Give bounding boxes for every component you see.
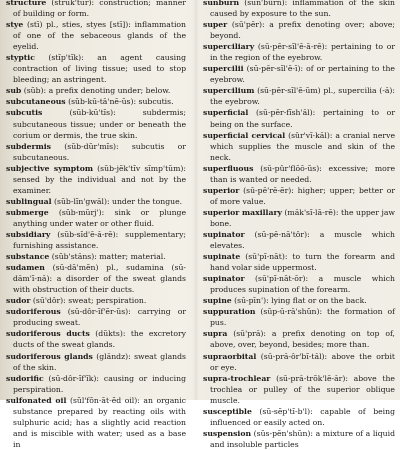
entry-definition: sweat; perspiration. (65, 296, 147, 306)
entry-definition: of or pertaining to the eyebrow. (210, 64, 395, 85)
entry-definition: a prefix denoting under; below. (46, 86, 171, 96)
entry-pronunciation: (sŭb-lĭn'gwăl): (51, 196, 110, 206)
entry-pronunciation: (sŭs-pĕn'shŭn): (251, 428, 314, 438)
dictionary-entry (203, 41, 395, 63)
entry-definition: above the trochlea or pulley of the superior oblique muscle. (210, 373, 395, 405)
entry-pronunciation: (sū-dôr-ĭf'ĕr-ŭs): (60, 307, 131, 317)
dictionary-entry (203, 163, 395, 185)
dictionary-entry (203, 306, 395, 328)
dictionary-entry (203, 373, 395, 406)
entry-definition: matter; material. (96, 252, 166, 262)
entry-definition: sensed by the individual and not by the examiner. (13, 174, 186, 195)
entry-pronunciation: (sū-pûr'flōō-ŭs): (253, 163, 322, 173)
entry-pronunciation: (sŭb'stăns): (49, 252, 97, 262)
right-column (203, 0, 395, 450)
entry-headword: stye (6, 20, 24, 30)
dictionary-entry (203, 207, 395, 229)
entry-pronunciation: (sū-pră-ôr'bĭ-tăl): (256, 351, 328, 361)
dictionary-entry (6, 395, 186, 450)
dictionary-entry (6, 262, 186, 295)
entry-headword: supine (203, 296, 232, 306)
entry-pronunciation: (sŭb-kū'tĭs): (42, 108, 116, 118)
entry-pronunciation: (sū-pē'rē-ēr): (239, 185, 294, 195)
entry-pronunciation: (dŭkts): (89, 329, 126, 339)
entry-pronunciation: (sŭn'bûrn): (239, 0, 288, 7)
entry-headword: supinate (203, 252, 241, 262)
entry-pronunciation: (sū-pēr-fĭsh'ăl): (248, 108, 316, 118)
entry-headword: subdermis (6, 141, 51, 151)
entry-definition: lying flat or on the back. (268, 296, 367, 306)
entry-definition: inflammation of the skin caused by exposure to the sun. (210, 0, 395, 19)
entry-headword: subjective symptom (6, 163, 93, 173)
entry-headword: superior (203, 185, 240, 195)
dictionary-entry (6, 52, 186, 85)
dictionary-entry (6, 107, 186, 140)
entry-headword: suppuration (203, 307, 256, 317)
column-gutter (193, 0, 199, 400)
entry-headword: supra (203, 329, 228, 339)
entry-definition: a prefix denoting on top of, above, over, beyond, besides; more than. (210, 329, 395, 350)
entry-pronunciation: (sŭb-sĭd'ē-ă-rē): (50, 229, 119, 239)
dictionary-entry (6, 229, 186, 251)
entry-definition: pertaining to or being on the surface. (210, 108, 395, 129)
entry-definition: capable of being influenced or easily acted on. (210, 406, 395, 427)
entry-headword: subcutis (6, 108, 43, 118)
entry-headword: sunburn (203, 0, 240, 7)
entry-definition: the eyebrow. (210, 97, 260, 107)
entry-definition: a prefix denoting over; above; beyond. (210, 20, 396, 41)
entry-definition: sink or plunge anything under water or other fluid. (13, 207, 187, 228)
entry-definition: construction; manner of building or form. (13, 0, 186, 19)
entry-pronunciation: (măk'sĭ-lā-rē): (281, 207, 339, 217)
dictionary-entry (6, 19, 186, 52)
dictionary-entry (203, 273, 395, 295)
entry-pronunciation: (sûr'vĭ-kăl): (285, 130, 333, 140)
dictionary-entry (203, 130, 395, 163)
entry-pronunciation: (sŭb-mŭrj'): (48, 207, 105, 217)
entry-headword: superficial (203, 108, 249, 118)
entry-pronunciation: (sū'pră): (227, 329, 267, 339)
entry-pronunciation: (sū'pĭ-nāt-ōr): (244, 274, 309, 284)
dictionary-entry (203, 406, 395, 428)
entry-pronunciation: (sū-pēr-sĭl'ē-ā-rē): (254, 42, 328, 52)
entry-headword: supercilium (203, 86, 255, 96)
entry-pronunciation: (strŭk'tūr): (46, 0, 95, 7)
dictionary-entry (6, 85, 186, 96)
entry-definition: to turn the forearm and hand volar side uppermost. (210, 252, 395, 273)
entry-headword: subsidiary (6, 229, 51, 239)
dictionary-entry (6, 0, 186, 19)
entry-headword: susceptible (203, 406, 252, 416)
dictionary-entry (6, 295, 186, 306)
dictionary-entry (203, 251, 395, 273)
entry-headword: super (203, 20, 228, 30)
entry-headword: subcutaneous (6, 97, 66, 107)
entry-definition: a muscle which elevates. (210, 229, 395, 251)
dictionary-entry (6, 163, 186, 196)
entry-pronunciation: (glăndz): (92, 351, 131, 361)
entry-headword: sudoriferous ducts (6, 329, 90, 339)
dictionary-entry (6, 96, 186, 107)
entry-pronunciation: (stī) pl., sties, styes (23, 20, 107, 30)
entry-definition: the excretory ducts of the sweat glands. (13, 329, 186, 350)
dictionary-entry (203, 351, 395, 373)
entry-headword: sudoriferous glands (6, 351, 93, 361)
entry-definition: above the orbit or eye. (210, 351, 396, 372)
entry-definition: the upper jaw bone. (210, 207, 396, 228)
entry-pronunciation: (sŭl'fŏn-āt-ĕd oil): (66, 395, 140, 405)
dictionary-entry (6, 373, 186, 395)
entry-headword: sudamen (6, 263, 45, 273)
entry-pronunciation: (sŭp-ū-rā'shŭn): (255, 307, 323, 317)
entry-definition: under the tongue. (109, 196, 183, 206)
entry-definition: an agent causing contraction of living tissue; used to stop bleeding; an astringent. (13, 53, 187, 85)
dictionary-entry (6, 196, 186, 207)
entry-pronunciation: (sū'pēr): (227, 20, 265, 30)
entry-headword: sublingual (6, 196, 52, 206)
entry-pronunciation: (sū-dôr-ĭf'ĭk): (43, 373, 99, 383)
dictionary-entry (203, 63, 395, 85)
dictionary-entry (203, 19, 395, 41)
dictionary-entry (6, 207, 186, 229)
dictionary-entry (6, 328, 186, 350)
entry-pronunciation: (stĭp'tĭk): (34, 53, 84, 63)
entry-pronunciation: (sū-pră-trŏk'lē-ăr): (270, 373, 348, 383)
entry-definition: subcutis. (136, 97, 174, 107)
entry-pronunciation: (sŭ-sĕp'tĭ-b'l): (251, 406, 313, 416)
entry-pronunciation: (sū-dā'mĕn) pl., sudamina (sū-dăm'ĭ-nă): (13, 263, 186, 284)
entry-pronunciation: (sū'pĭ-nāt): (240, 252, 288, 262)
entry-definition: [stī]): inflammation of one of the sebaceous glands of the eyelid. (13, 20, 186, 52)
entry-definition: a mixture of a liquid and insoluble particles (210, 428, 395, 449)
entry-headword: supinator (203, 229, 245, 239)
entry-headword: sudor (6, 296, 31, 306)
entry-headword: suspension (203, 428, 252, 438)
entry-headword: substance (6, 252, 50, 262)
entry-pronunciation: (sŭb-jĕk'tĭv sĭmp'tŭm): (93, 163, 186, 173)
dictionary-entry (203, 295, 395, 306)
entry-pronunciation: (sū-pēr-sĭl'ē-ī): (243, 64, 304, 74)
entry-headword: sub (6, 86, 22, 96)
entry-definition: causing or inducing perspiration. (13, 373, 186, 394)
entry-definition: higher; upper; better or of more value. (210, 185, 396, 206)
entry-definition: a cranial nerve which supplies the muscle and skin of the neck. (210, 130, 395, 162)
left-column (6, 0, 186, 450)
entry-pronunciation: (sŭb-dŭr'mĭs): (51, 141, 119, 151)
entry-headword: superciliary (203, 42, 255, 52)
dictionary-entry (203, 0, 395, 19)
dictionary-entry (6, 351, 186, 373)
dictionary-entry (203, 107, 395, 129)
dictionary-entry (203, 229, 395, 251)
dictionary-entry (203, 85, 395, 107)
entry-headword: styptic (6, 53, 35, 63)
entry-definition: the formation of pus. (210, 307, 395, 328)
entry-definition: pertaining to or in the region of the eyebrow. (210, 42, 395, 63)
entry-definition: excessive; more than is wanted or needed. (210, 163, 395, 184)
entry-headword: superficial cervical (203, 130, 286, 140)
entry-pronunciation: (sū'dôr): (30, 296, 66, 306)
entry-definition: an organic substance prepared by reacting oils with sulphuric acid; has a slightly acid reaction and is miscible with water; used as a base in (13, 395, 186, 449)
entry-definition: carrying or producing sweat. (13, 307, 186, 328)
entry-headword: sulfonated oil (6, 395, 67, 405)
entry-definition: sweat glands of the skin. (13, 351, 186, 372)
entry-headword: supra-trochlear (203, 373, 271, 383)
entry-definition: subcutis or subcutaneous. (13, 141, 186, 162)
dictionary-entry (203, 428, 395, 450)
dictionary-entry (6, 251, 186, 262)
entry-pronunciation: (sū-pīn'): (231, 296, 269, 306)
entry-pronunciation: (sū-pē-nā'tôr): (244, 229, 310, 239)
entry-pronunciation: (sŭb-kū-tā'nē-ŭs): (65, 97, 137, 107)
dictionary-entry (203, 328, 395, 350)
entry-definition: a muscle which produces supination of the forearm. (210, 274, 395, 295)
entry-definition: subdermis; subcutaneous tissue; under or beneath the corium or dermis, the true skin. (13, 108, 186, 140)
entry-headword: sudoriferous (6, 307, 61, 317)
dictionary-entry (6, 306, 186, 328)
entry-definition: a disorder of the sweat glands with obstruction of their ducts. (13, 274, 186, 295)
entry-headword: supinator (203, 274, 245, 284)
entry-headword: structure (6, 0, 47, 7)
entry-headword: supercilii (203, 64, 244, 74)
dictionary-entry (203, 185, 395, 207)
entry-headword: submerge (6, 207, 49, 217)
entry-pronunciation: (sū-pēr-sĭl'ē-ŭm) pl., supercilia (-ă): (254, 86, 395, 96)
entry-headword: sudorific (6, 373, 44, 383)
entry-pronunciation: (sŭb): (21, 86, 47, 96)
entry-headword: superfluous (203, 163, 254, 173)
dictionary-entry (6, 141, 186, 163)
entry-headword: supraorbital (203, 351, 257, 361)
entry-definition: supplementary; furnishing assistance. (13, 229, 187, 251)
entry-headword: superior maxillary (203, 207, 282, 217)
